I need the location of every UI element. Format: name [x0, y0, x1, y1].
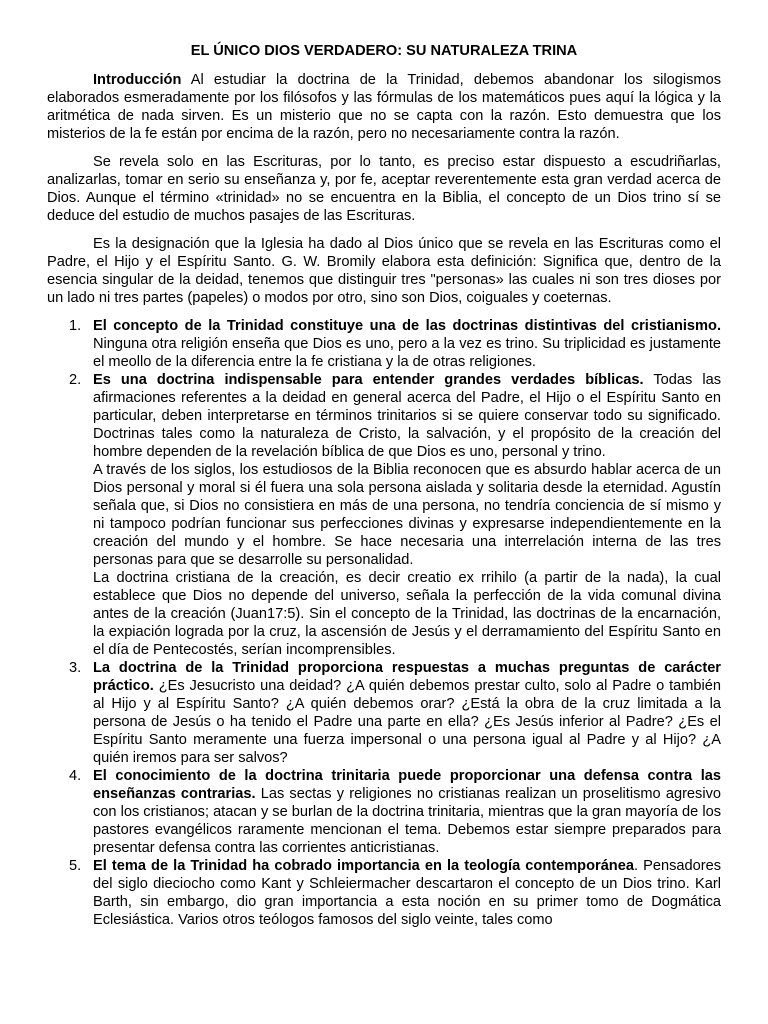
list-item-text: ¿Es Jesucristo una deidad? ¿A quién debemos prestar culto, solo al Padre o también al Hijo y al Espíritu Santo? ¿A quién debemos orar? ¿Está la obra de la cruz limitada a la persona de Jesús o ha tenido el Padre una parte en ella? ¿Es Jesús inferior al Padre? ¿Es el Espíritu Santo meramente una fuerza impersonal o una persona igual al Padre y al Hijo? ¿A quién iremos para ser salvos?: [93, 678, 721, 766]
numbered-list: [47, 317, 721, 929]
list-item-lead: El conocimiento de la doctrina trinitaria puede proporcionar una defensa contra las enseñanzas contrarias.: [93, 768, 721, 802]
list-item: [47, 857, 721, 929]
list-item-text: Las sectas y religiones no cristianas realizan un proselitismo agresivo con los cristianos; atacan y se burlan de la doctrina trinitaria, mientras que la gran mayoría de los pastores evangélicos raramente mencionan el tema. Debemos estar siempre preparados para presentar defensa contra las corrientes anticristianas.: [93, 786, 721, 856]
list-item: [47, 371, 721, 659]
paragraph-2: Se revela solo en las Escrituras, por lo tanto, es preciso estar dispuesto a escudriñarlas, analizarlas, tomar en serio su enseñanza y, por fe, aceptar reverentemente esta gran verdad acerca de Dios. Aunque el término «trinidad» no se encuentra en la Biblia, el concepto de un Dios trino sí se deduce del estudio de muchos pasajes de las Escrituras.: [47, 154, 721, 224]
list-item-number: 2.: [69, 372, 82, 388]
list-item-text: . Pensadores del siglo dieciocho como Kant y Schleiermacher descartaron el concepto de un Dios trino. Karl Barth, sin embargo, dio gran importancia a esta noción en su primer tomo de Dogmática Eclesiástica. Varios otros teólogos famosos del siglo veinte, tales como: [93, 858, 721, 928]
intro-paragraph: [47, 71, 721, 143]
list-item: [47, 659, 721, 767]
list-item-number: 3.: [69, 660, 82, 676]
list-item: [47, 317, 721, 371]
list-item-continuation: La doctrina cristiana de la creación, es decir creatio ex rrihilo (a partir de la nada), la cual establece que Dios no depende del universo, señala la perfección de la vida comunal divina antes de la creación (Juan17:5). Sin el concepto de la Trinidad, las doctrinas de la encarnación, la expiación lograda por la cruz, la ascensión de Jesús y el derramamiento del Espíritu Santo en el día de Pentecostés, serían incomprensibles.: [93, 570, 721, 658]
list-item-lead: La doctrina de la Trinidad proporciona respuestas a muchas preguntas de carácter práctico.: [93, 660, 721, 694]
list-item: [47, 767, 721, 857]
document-title: EL ÚNICO DIOS VERDADERO: SU NATURALEZA TRINA: [190, 43, 578, 59]
list-item-number: 4.: [69, 768, 82, 784]
document-page: [47, 42, 721, 929]
list-item-lead: El tema de la Trinidad ha cobrado importancia en la teología contemporánea: [93, 858, 634, 874]
list-item-number: 5.: [69, 858, 82, 874]
intro-text: Al estudiar la doctrina de la Trinidad, debemos abandonar los silogismos elaborados esmeradamente por los filósofos y las fórmulas de los matemáticos pues aquí la lógica y la aritmética de nada sirven. Es un misterio que no se capta con la razón. Esto demuestra que los misterios de la fe están por encima de la razón, pero no necesariamente contra la razón.: [47, 72, 721, 142]
list-item-continuation: A través de los siglos, los estudiosos de la Biblia reconocen que es absurdo hablar acerca de un Dios personal y moral si él fuera una sola persona aislada y solitaria desde la eternidad. Agustín señala que, si Dios no consistiera en más de una persona, no tendría conciencia de sí mismo y ni tampoco podrían funcionar sus perfecciones divinas y expresarse independientemente en la creación del mundo y el hombre. Se hace necesaria una interrelación interna de las tres personas para que se desarrolle su personalidad.: [93, 462, 721, 568]
list-item-lead: El concepto de la Trinidad constituye una de las doctrinas distintivas del cristianismo.: [93, 318, 721, 334]
intro-heading: Introducción: [93, 72, 182, 88]
paragraph-3: Es la designación que la Iglesia ha dado al Dios único que se revela en las Escrituras como el Padre, el Hijo y el Espíritu Santo. G. W. Bromily elabora esta definición: Significa que, dentro de la esencia singular de la deidad, tenemos que distinguir tres "personas» las cuales ni son tres dioses por un lado ni tres partes (papeles) o modos por otro, sino son Dios, coiguales y coeternas.: [47, 236, 721, 306]
list-item-lead: Es una doctrina indispensable para entender grandes verdades bíblicas.: [93, 372, 644, 388]
list-item-text: Todas las afirmaciones referentes a la deidad en general acerca del Padre, el Hijo o el Espíritu Santo en particular, deben interpretarse en términos trinitarios si se quiere conservar todo su significado. Doctrinas tales como la naturaleza de Cristo, la salvación, y el propósito de la creación del hombre dependen de la revelación bíblica de que Dios es uno, personal y trino.: [93, 372, 721, 460]
list-item-text: Ninguna otra religión enseña que Dios es uno, pero a la vez es trino. Su triplicidad es justamente el meollo de la diferencia entre la fe cristiana y la de otras religiones.: [93, 336, 721, 370]
list-item-number: 1.: [69, 318, 82, 334]
